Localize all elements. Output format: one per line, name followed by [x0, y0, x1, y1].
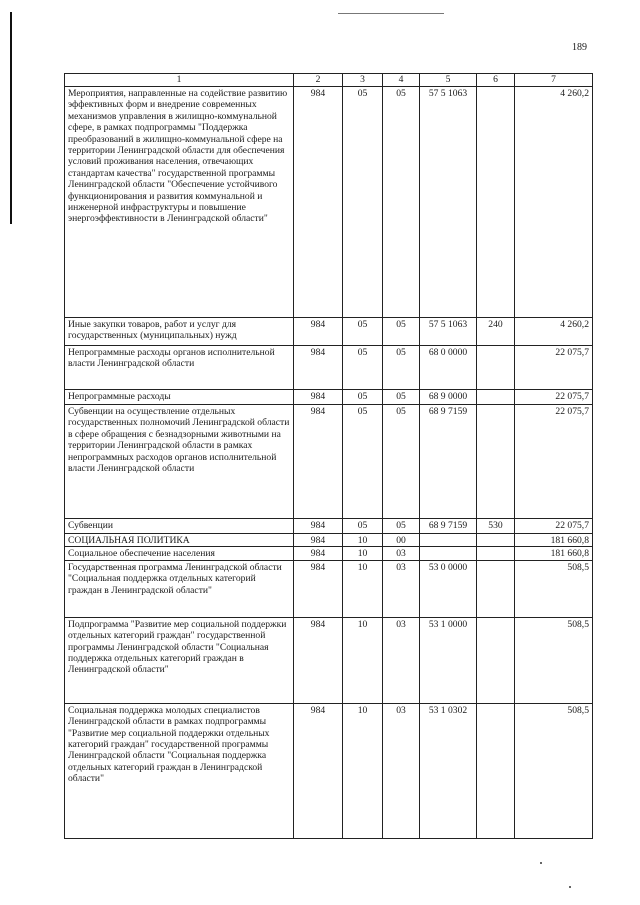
table-header-row [65, 74, 593, 87]
table-row [65, 617, 593, 703]
cell-target-item: 68 0 0000 [420, 346, 477, 390]
cell-amount: 181 660,8 [515, 534, 593, 547]
cell-target-item: 68 9 0000 [420, 390, 477, 405]
cell-code: 984 [294, 560, 343, 617]
cell-amount: 508,5 [515, 617, 593, 703]
row-name: Иные закупки товаров, работ и услуг для государственных (муниципальных) нужд [65, 318, 294, 346]
row-name: Подпрограмма "Развитие мер социальной поддержки отдельных категорий граждан" государственной программы Ленинградской области "Социальная поддержка отдельных категорий граждан в Ленинградской области" [65, 617, 294, 703]
cell-section: 05 [343, 87, 383, 318]
cell-section: 10 [343, 560, 383, 617]
header-cell: 3 [343, 74, 383, 87]
table-row [65, 703, 593, 838]
table-row [65, 560, 593, 617]
cell-target-item [420, 547, 477, 560]
cell-subsection: 05 [383, 318, 420, 346]
row-name: Мероприятия, направленные на содействие развитию эффективных форм и внедрение современных механизмов управления в жилищно-коммунальной сфере, в рамках подпрограммы "Поддержка преобразований в жилищно-коммунальной сфере на территории Ленинградской области для обеспечения условий проживания населения, отвечающих стандартам качества" государственной программы Ленинградской области "Обеспечение устойчивого функционирования и развития коммунальной и инженерной инфраструктуры и повышение энергоэффективности в Ленинградской области" [65, 87, 294, 318]
cell-subsection: 03 [383, 547, 420, 560]
cell-section: 05 [343, 346, 383, 390]
cell-amount: 181 660,8 [515, 547, 593, 560]
cell-amount: 22 075,7 [515, 346, 593, 390]
cell-target-item [420, 534, 477, 547]
cell-code: 984 [294, 534, 343, 547]
cell-expense-type: 530 [477, 519, 515, 534]
cell-code: 984 [294, 703, 343, 838]
row-name: СОЦИАЛЬНАЯ ПОЛИТИКА [65, 534, 294, 547]
row-name: Субвенции на осуществление отдельных государственных полномочий Ленинградской области в сфере обращения с безнадзорными животными на территории Ленинградской области в рамках непрограммных расходов органов исполнительной власти Ленинградской области [65, 405, 294, 519]
cell-code: 984 [294, 390, 343, 405]
cell-section: 05 [343, 390, 383, 405]
table-row [65, 547, 593, 560]
cell-subsection: 05 [383, 519, 420, 534]
cell-subsection: 05 [383, 405, 420, 519]
cell-subsection: 05 [383, 87, 420, 318]
cell-expense-type [477, 87, 515, 318]
cell-code: 984 [294, 87, 343, 318]
cell-target-item: 53 1 0302 [420, 703, 477, 838]
cell-subsection: 03 [383, 617, 420, 703]
cell-section: 05 [343, 519, 383, 534]
table-row [65, 405, 593, 519]
cell-amount: 4 260,2 [515, 87, 593, 318]
scan-top-line [338, 13, 444, 14]
cell-amount: 508,5 [515, 703, 593, 838]
cell-amount: 22 075,7 [515, 519, 593, 534]
cell-code: 984 [294, 547, 343, 560]
cell-code: 984 [294, 318, 343, 346]
row-name: Непрограммные расходы [65, 390, 294, 405]
cell-expense-type: 240 [477, 318, 515, 346]
header-cell: 5 [420, 74, 477, 87]
cell-subsection: 05 [383, 346, 420, 390]
cell-expense-type [477, 703, 515, 838]
cell-target-item: 68 9 7159 [420, 405, 477, 519]
row-name: Государственная программа Ленинградской области "Социальная поддержка отдельных категорий граждан в Ленинградской области" [65, 560, 294, 617]
header-cell: 1 [65, 74, 294, 87]
cell-target-item: 68 9 7159 [420, 519, 477, 534]
table-row [65, 390, 593, 405]
cell-expense-type [477, 346, 515, 390]
cell-code: 984 [294, 617, 343, 703]
cell-section: 10 [343, 534, 383, 547]
cell-amount: 508,5 [515, 560, 593, 617]
cell-section: 05 [343, 405, 383, 519]
scan-speck [569, 886, 571, 888]
cell-expense-type [477, 390, 515, 405]
cell-subsection: 03 [383, 703, 420, 838]
cell-amount: 4 260,2 [515, 318, 593, 346]
cell-subsection: 03 [383, 560, 420, 617]
cell-target-item: 57 5 1063 [420, 87, 477, 318]
table-row [65, 519, 593, 534]
cell-expense-type [477, 617, 515, 703]
header-cell: 2 [294, 74, 343, 87]
cell-target-item: 53 1 0000 [420, 617, 477, 703]
row-name: Субвенции [65, 519, 294, 534]
cell-expense-type [477, 405, 515, 519]
cell-code: 984 [294, 519, 343, 534]
budget-table [64, 73, 593, 839]
header-cell: 6 [477, 74, 515, 87]
cell-expense-type [477, 560, 515, 617]
table-row [65, 87, 593, 318]
row-name: Непрограммные расходы органов исполнительной власти Ленинградской области [65, 346, 294, 390]
cell-section: 10 [343, 703, 383, 838]
scan-speck [540, 862, 542, 864]
table-row [65, 318, 593, 346]
row-name: Социальное обеспечение населения [65, 547, 294, 560]
cell-code: 984 [294, 346, 343, 390]
cell-section: 10 [343, 547, 383, 560]
table-row [65, 534, 593, 547]
cell-section: 05 [343, 318, 383, 346]
cell-section: 10 [343, 617, 383, 703]
cell-amount: 22 075,7 [515, 405, 593, 519]
header-cell: 7 [515, 74, 593, 87]
cell-expense-type [477, 547, 515, 560]
cell-subsection: 05 [383, 390, 420, 405]
scan-margin-line [10, 12, 12, 224]
cell-target-item: 53 0 0000 [420, 560, 477, 617]
cell-target-item: 57 5 1063 [420, 318, 477, 346]
cell-subsection: 00 [383, 534, 420, 547]
table-row [65, 346, 593, 390]
cell-expense-type [477, 534, 515, 547]
header-cell: 4 [383, 74, 420, 87]
row-name: Социальная поддержка молодых специалистов Ленинградской области в рамках подпрограммы "Развитие мер социальной поддержки отдельных категорий граждан" государственной программы Ленинградской области "Социальная поддержка отдельных категорий граждан в Ленинградской области" [65, 703, 294, 838]
cell-code: 984 [294, 405, 343, 519]
page-number: 189 [572, 42, 587, 53]
cell-amount: 22 075,7 [515, 390, 593, 405]
